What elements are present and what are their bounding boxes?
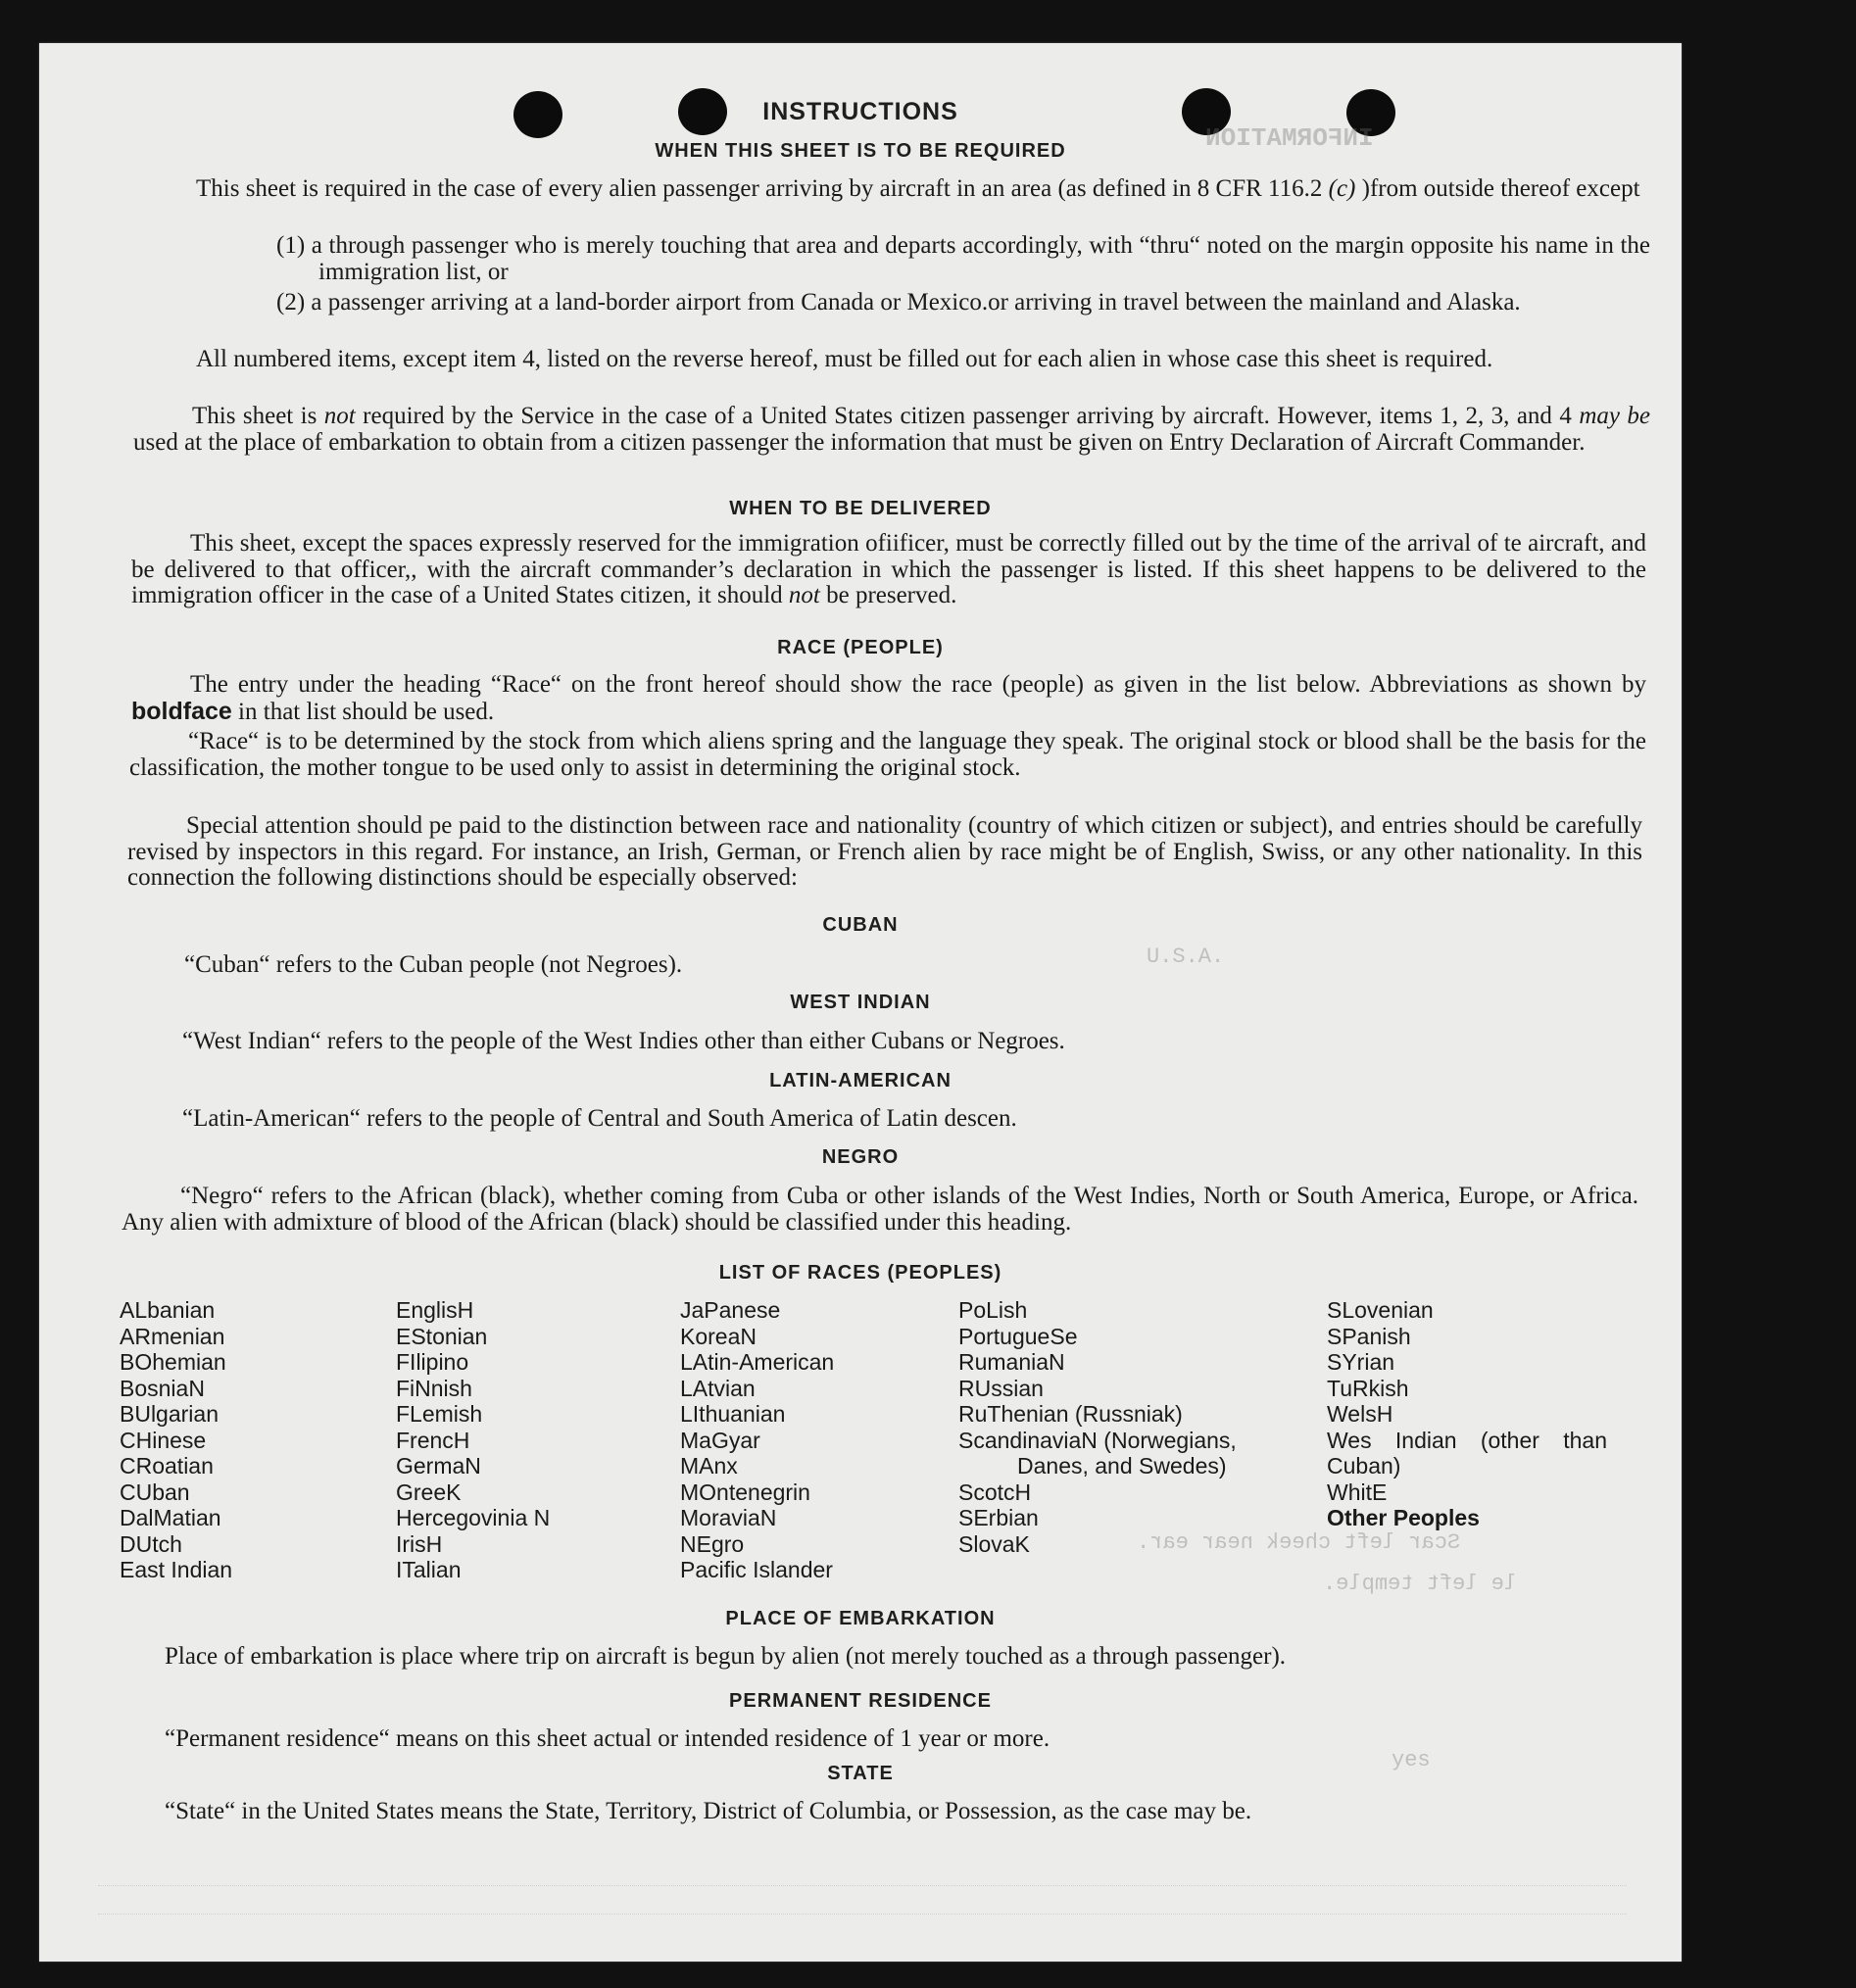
heading-when-delivered: WHEN TO BE DELIVERED: [729, 498, 992, 519]
paragraph-citizen: This sheet is not required by the Service in the case of a United States citizen passenger arriving by aircraft. However, items 1, 2, 3, and 4 may be used at the place of embarkation to obtain from a citizen passenger the information that must be given on Entry Declaration of Aircraft Commander.: [133, 403, 1650, 456]
paragraph-west-indian: “West Indian“ refers to the people of the West Indies other than either Cubans or Negroes.: [182, 1028, 1065, 1054]
race-item: NEgro: [680, 1530, 745, 1557]
race-item: SLovenian: [1327, 1297, 1434, 1323]
race-item: BUlgarian: [120, 1401, 219, 1427]
race-item: MOntenegrin: [680, 1479, 810, 1505]
race-item: FIlipino: [396, 1349, 469, 1375]
race-item: CRoatian: [120, 1453, 214, 1479]
race-item: ITalian: [396, 1557, 462, 1582]
race-item: FLemish: [396, 1401, 483, 1427]
race-item: GermaN: [396, 1453, 481, 1479]
paragraph-state: “State“ in the United States means the State, Territory, District of Columbia, or Possession, as the case may be.: [165, 1798, 1252, 1824]
race-column: [680, 1297, 834, 1583]
race-item: CUban: [120, 1479, 190, 1505]
heading-west-indian: WEST INDIAN: [790, 992, 931, 1013]
race-item: WhitE: [1327, 1479, 1388, 1505]
race-item: LAtin-American: [680, 1349, 835, 1375]
race-item: CHinese: [120, 1427, 207, 1453]
bleedthrough-text: INFORMATION: [1205, 123, 1374, 153]
heading-cuban: CUBAN: [822, 914, 899, 936]
race-item: WelsH: [1327, 1401, 1393, 1427]
race-item: MaGyar: [680, 1427, 760, 1453]
heading-state: STATE: [827, 1763, 894, 1784]
race-column: [958, 1297, 1252, 1557]
bleedthrough-text: U.S.A.: [1147, 945, 1225, 969]
race-list: [120, 1297, 1668, 1591]
bleedthrough-text: Scar left cheek near ear.: [1137, 1530, 1461, 1555]
race-item: ScandinaviaN (Norwegians, Danes, and Swedes): [958, 1427, 1237, 1479]
paragraph-required: This sheet is required in the case of every alien passenger arriving by aircraft in an area (as defined in 8 CFR 116.2 (c) )from outside thereof except: [196, 175, 1640, 202]
paragraph-negro: “Negro“ refers to the African (black), whether coming from Cuba or other islands of the West Indies, North or South America, Europe, or Africa. Any alien with admixture of blood of the African (black) should be classified under this heading.: [122, 1183, 1638, 1236]
paragraph-race-nationality: Special attention should pe paid to the distinction between race and nationality (country of which citizen or subject), and entries should be carefully revised by inspectors in this regard. For instance, an Irish, German, or French alien by race might be of English, Swiss, or any other nationality. In this connection the following distinctions should be especially observed:: [127, 812, 1642, 891]
paragraph-latin-american: “Latin-American“ refers to the people of Central and South America of Latin descen.: [182, 1105, 1017, 1132]
race-item: LAtvian: [680, 1375, 756, 1401]
race-item: Wes Indian (other than Cuban): [1327, 1427, 1607, 1479]
race-item: RuThenian (Russniak): [958, 1401, 1183, 1427]
heading-place-of-embarkation: PLACE OF EMBARKATION: [725, 1608, 996, 1629]
paragraph-delivered: This sheet, except the spaces expressly reserved for the immigration ofiificer, must be correctly filled out by the time of the arrival of te aircraft, and be delivered to that officer,, with the aircraft commander’s declaration in which the passenger is listed. If this sheet happens to be delivered to the immigration officer in the case of a United States citizen, it should not be preserved.: [131, 530, 1646, 608]
race-item: Other Peoples: [1327, 1505, 1480, 1530]
paragraph-numbered-items: All numbered items, except item 4, listed on the reverse hereof, must be filled out for each alien in whose case this sheet is required.: [196, 346, 1493, 372]
race-item: FiNnish: [396, 1375, 472, 1401]
race-item: RumaniaN: [958, 1349, 1065, 1375]
page-title: INSTRUCTIONS: [762, 98, 958, 125]
exception-item-2: (2) a passenger arriving at a land-border airport from Canada or Mexico.or arriving in travel between the mainland and Alaska.: [276, 289, 1521, 315]
race-item: SYrian: [1327, 1349, 1395, 1375]
paragraph-race-entry: The entry under the heading “Race“ on the front hereof should show the race (people) as given in the list below. Abbreviations as shown by boldface in that list should be used.: [131, 671, 1646, 725]
heading-negro: NEGRO: [821, 1146, 900, 1168]
race-item: DUtch: [120, 1530, 182, 1557]
paragraph-cuban: “Cuban“ refers to the Cuban people (not Negroes).: [184, 951, 683, 978]
race-column: [396, 1297, 550, 1583]
race-item: EnglisH: [396, 1297, 474, 1323]
race-item: SPanish: [1327, 1323, 1411, 1349]
race-item: PoLish: [958, 1297, 1028, 1323]
race-item: PortugueSe: [958, 1323, 1078, 1349]
heading-list-of-races: LIST OF RACES (PEOPLES): [718, 1262, 1002, 1284]
paragraph-permanent-residence: “Permanent residence“ means on this sheet actual or intended residence of 1 year or more.: [165, 1725, 1050, 1752]
heading-latin-american: LATIN-AMERICAN: [769, 1070, 952, 1091]
race-item: RUssian: [958, 1375, 1044, 1401]
race-item: MoraviaN: [680, 1505, 777, 1530]
race-item: Hercegovinia N: [396, 1505, 551, 1530]
paragraph-race-stock: “Race“ is to be determined by the stock from which aliens spring and the language they speak. The original stock or blood shall be the basis for the classification, the mother tongue to be used only to assist in determining the original stock.: [129, 728, 1646, 781]
race-item: BosniaN: [120, 1375, 205, 1401]
bleedthrough-text: yes: [1392, 1748, 1431, 1772]
race-item: SlovaK: [958, 1530, 1030, 1557]
race-item: BOhemian: [120, 1349, 226, 1375]
race-item: East Indian: [120, 1557, 233, 1582]
heading-when-required: WHEN THIS SHEET IS TO BE REQUIRED: [655, 140, 1066, 162]
race-item: TuRkish: [1327, 1375, 1409, 1401]
race-item: DalMatian: [120, 1505, 221, 1530]
heading-permanent-residence: PERMANENT RESIDENCE: [729, 1690, 992, 1712]
paragraph-place-of-embarkation: Place of embarkation is place where trip on aircraft is begun by alien (not merely touched as a through passenger).: [165, 1643, 1287, 1670]
race-item: FrencH: [396, 1427, 470, 1453]
bleedthrough-text: le left temple.: [1323, 1572, 1518, 1596]
race-item: ScotcH: [958, 1479, 1032, 1505]
race-item: MAnx: [680, 1453, 738, 1479]
race-column: [1327, 1297, 1607, 1531]
race-item: GreeK: [396, 1479, 462, 1505]
exception-item-1: (1) a through passenger who is merely touching that area and departs accordingly, with “thru“ noted on the margin opposite his name in the immigration list, or: [276, 232, 1650, 285]
heading-race: RACE (PEOPLE): [777, 637, 944, 658]
race-item: ALbanian: [120, 1297, 216, 1323]
race-item: Pacific Islander: [680, 1557, 833, 1582]
race-item: SErbian: [958, 1505, 1039, 1530]
race-item: LIthuanian: [680, 1401, 786, 1427]
race-item: KoreaN: [680, 1323, 757, 1349]
race-column: [120, 1297, 232, 1583]
document-page: [39, 43, 1682, 1962]
race-item: JaPanese: [680, 1297, 781, 1323]
race-item: EStonian: [396, 1323, 488, 1349]
race-item: IrisH: [396, 1530, 443, 1557]
bleedthrough-lines: [98, 1885, 1627, 1915]
race-item: ARmenian: [120, 1323, 225, 1349]
